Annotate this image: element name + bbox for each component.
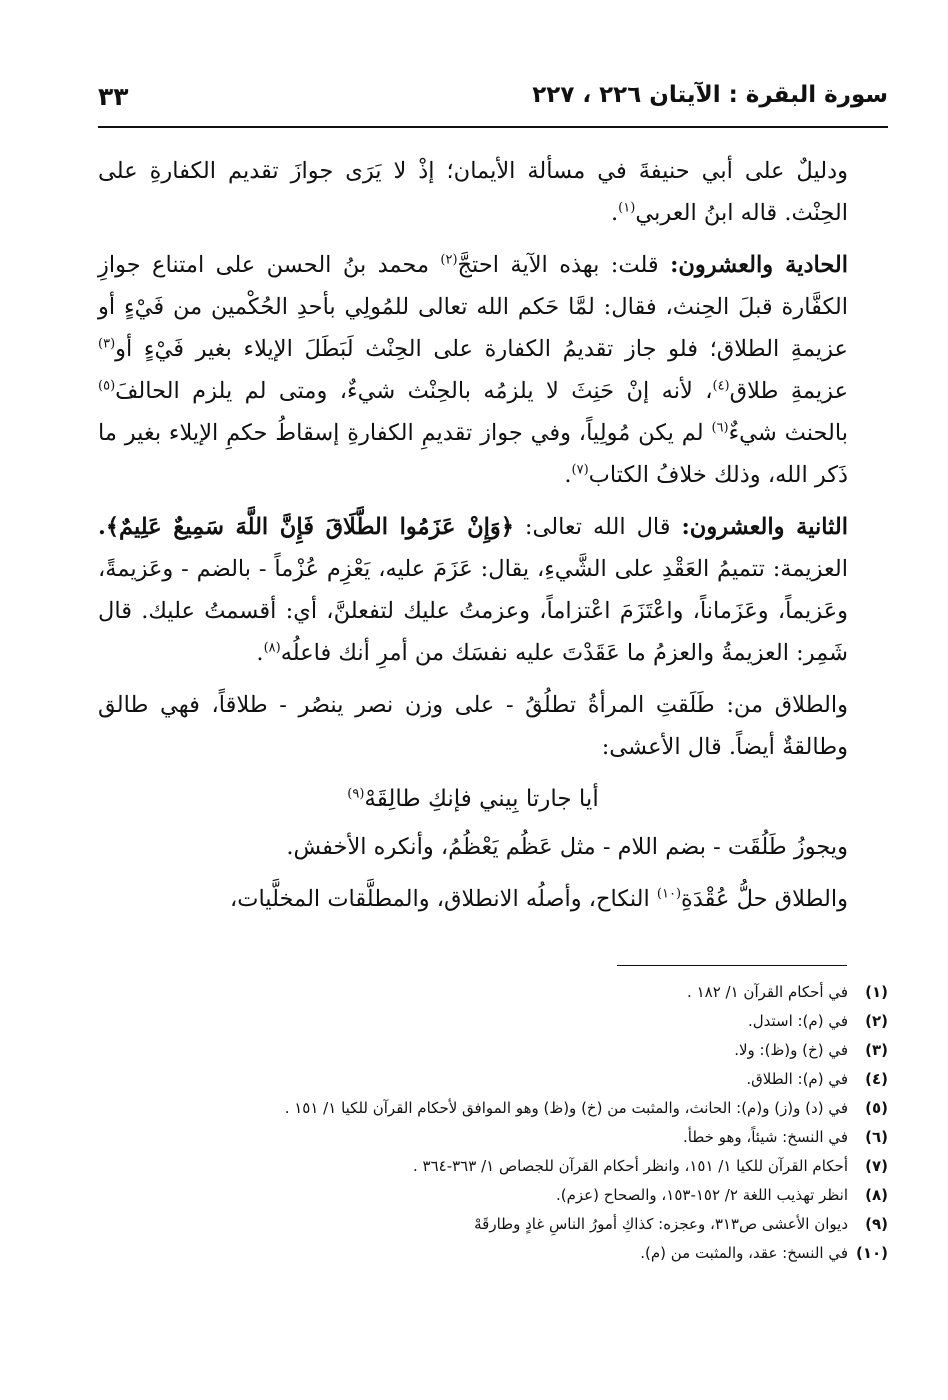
footnote-ref: (٧)	[571, 462, 589, 478]
poem-text: أيا جارتا بِيني فإنكِ طالِقَهْ	[364, 786, 599, 812]
paragraph-text: .	[564, 462, 572, 488]
footnote-ref: (١)	[618, 200, 636, 216]
footnote-text: أحكام القرآن للكيا ١/ ١٥١، وانظر أحكام القرآن للجصاص ١/ ٣٦٣-٣٦٤ .	[412, 1157, 848, 1175]
footnote-number: (٤)	[865, 1070, 888, 1088]
footnote-text: في (م): استدل.	[747, 1012, 848, 1030]
chapter-title: سورة البقرة : الآيتان ٢٢٦ ، ٢٢٧	[532, 82, 888, 108]
footnote-number: (٥)	[865, 1099, 888, 1117]
paragraph-text: والطلاق من: طَلَقتِ المرأةُ تطلُقُ - على وزن نصر ينصُر - طلاقاً، فهي طالق وطالقةٌ أيضاً. قال الأعشى:	[98, 692, 848, 760]
footnote-ref: (١٠)	[656, 886, 682, 902]
footnote-ref: (٩)	[347, 786, 365, 802]
footnote-number: (٧)	[865, 1157, 888, 1175]
footnote-ref: (٤)	[712, 378, 730, 394]
footnote-number: (٩)	[865, 1215, 888, 1233]
footnote-text: في (م): الطلاق.	[746, 1070, 848, 1088]
paragraph-text: ، لأنه إنْ حَنِثَ لا يلزمُه بالحِنْث شيءٌ، ومتى لم يلزم الحالفَ	[115, 378, 713, 404]
paragraph-text: ودليلٌ على أبي حنيفةَ في مسألة الأيمان؛ إذْ لا يَرَى جوازَ تقديم الكفارةِ على الحِنْث. قاله ابنُ العربي	[98, 158, 848, 226]
section-heading: الثانية والعشرون:	[681, 514, 849, 540]
quran-verse: ﴿وَإِنْ عَزَمُوا الطَّلَاقَ فَإِنَّ اللَّهَ سَمِيعٌ عَلِيمٌ﴾.	[98, 514, 514, 540]
footnote-text: في (د) و(ز) و(م): الحانث، والمثبت من (خ) و(ظ) وهو الموافق لأحكام القرآن للكيا ١/ ١٥١ .	[284, 1099, 848, 1117]
header-rule	[98, 126, 888, 128]
paragraph-text: العزيمة: تتميمُ العَقْدِ على الشَّيءِ، يقال: عَزَمَ عليه، يَعْزِم عُزْماً - بالضم - وعَزيمةً، وعَزيماً، وعَزَماناً، واعْتَزَمَ اعْتزاماً، وعزمتُ عليك لتفعلنَّ، أي: أقسمتُ عليك. قال شَمِر: العزيمةُ والعزمُ ما عَقَدْتَ عليه نفسَك من أمرِ أنك فاعلُه	[98, 556, 848, 666]
footnote-number: (٨)	[865, 1186, 888, 1204]
section-heading: الحادية والعشرون:	[670, 252, 848, 278]
main-text	[98, 150, 848, 930]
poem-line	[98, 778, 848, 820]
footnote	[98, 1123, 888, 1152]
paragraph-text: قال الله تعالى:	[524, 514, 671, 540]
footnote-text: في النسخ: شيئاً، وهو خطأ.	[683, 1128, 848, 1146]
footnote-ref: (٥)	[98, 378, 116, 394]
footnote	[98, 1094, 888, 1123]
footnote-text: انظر تهذيب اللغة ٢/ ١٥٢-١٥٣، والصحاح (عزم).	[555, 1186, 848, 1204]
paragraph	[98, 826, 848, 868]
footnote-ref: (٣)	[98, 336, 116, 352]
footnote-ref: (٦)	[711, 420, 729, 436]
footnote	[98, 1007, 888, 1036]
footnote	[98, 1210, 888, 1239]
footnote-number: (١٠)	[855, 1244, 888, 1262]
footnotes	[98, 978, 888, 1268]
footnote-text: ديوان الأعشى ص٣١٣، وعجزه: كذاكِ أمورُ الناسِ غادٍ وطارقَهْ	[474, 1215, 848, 1233]
paragraph	[98, 878, 848, 920]
page-number: ٣٣	[98, 82, 129, 111]
paragraph-text: لم يكن مُولِياً، وفي جواز تقديمِ الكفارةِ إسقاطُ حكمِ الإيلاء بغير ما ذَكر الله، وذلك خلافُ الكتاب	[98, 420, 848, 488]
paragraph-text: عزيمةِ طلاق	[729, 378, 848, 404]
paragraph-text: ويجوزُ طَلُقَت - بضم اللام - مثل عَظُم يَعْظُمُ، وأنكره الأخفش.	[286, 834, 848, 860]
footnote-number: (٢)	[865, 1012, 888, 1030]
paragraph	[98, 684, 848, 768]
footnote-separator	[617, 965, 847, 966]
footnote	[98, 1152, 888, 1181]
paragraph-text: .	[256, 640, 264, 666]
paragraph-text: النكاح، وأصلُه الانطلاق، والمطلَّقات المخلَّيات،	[230, 886, 650, 912]
footnote	[98, 978, 888, 1007]
footnote-text: في أحكام القرآن ١/ ١٨٢ .	[687, 983, 848, 1001]
paragraph-text: والطلاق حلُّ عُقْدَةِ	[681, 886, 848, 912]
footnote	[98, 1181, 888, 1210]
paragraph-text: محمد بنُ الحسن على امتناع جوازِ الكفَّارة قبلَ الحِنث، فقال: لمَّا حَكم الله تعالى للمُولِي بأحدِ الحُكْمين من فَيْءٍ أو عزيمةِ الطلاق؛ فلو جاز تقديمُ الكفارة على الحِنْث لَبَطَلَ الإيلاء بغير فَيْءٍ أو	[98, 252, 848, 362]
footnote-number: (٦)	[865, 1128, 888, 1146]
paragraph	[98, 150, 848, 234]
footnote	[98, 1036, 888, 1065]
footnote-ref: (٨)	[263, 640, 281, 656]
paragraph	[98, 244, 848, 496]
footnote	[98, 1065, 888, 1094]
running-header	[98, 80, 888, 124]
paragraph-text: بالحنث شيءٌ	[728, 420, 849, 446]
paragraph-text: .	[611, 200, 619, 226]
footnote-text: في النسخ: عقد، والمثبت من (م).	[640, 1244, 848, 1262]
footnote-ref: (٢)	[440, 252, 458, 268]
paragraph	[98, 506, 848, 674]
footnote-text: في (خ) و(ظ): ولا.	[734, 1041, 848, 1059]
footnote-number: (٣)	[865, 1041, 888, 1059]
footnote-number: (١)	[865, 983, 888, 1001]
footnote	[98, 1239, 888, 1268]
paragraph-text: قلت: بهذه الآية احتجَّ	[457, 252, 659, 278]
